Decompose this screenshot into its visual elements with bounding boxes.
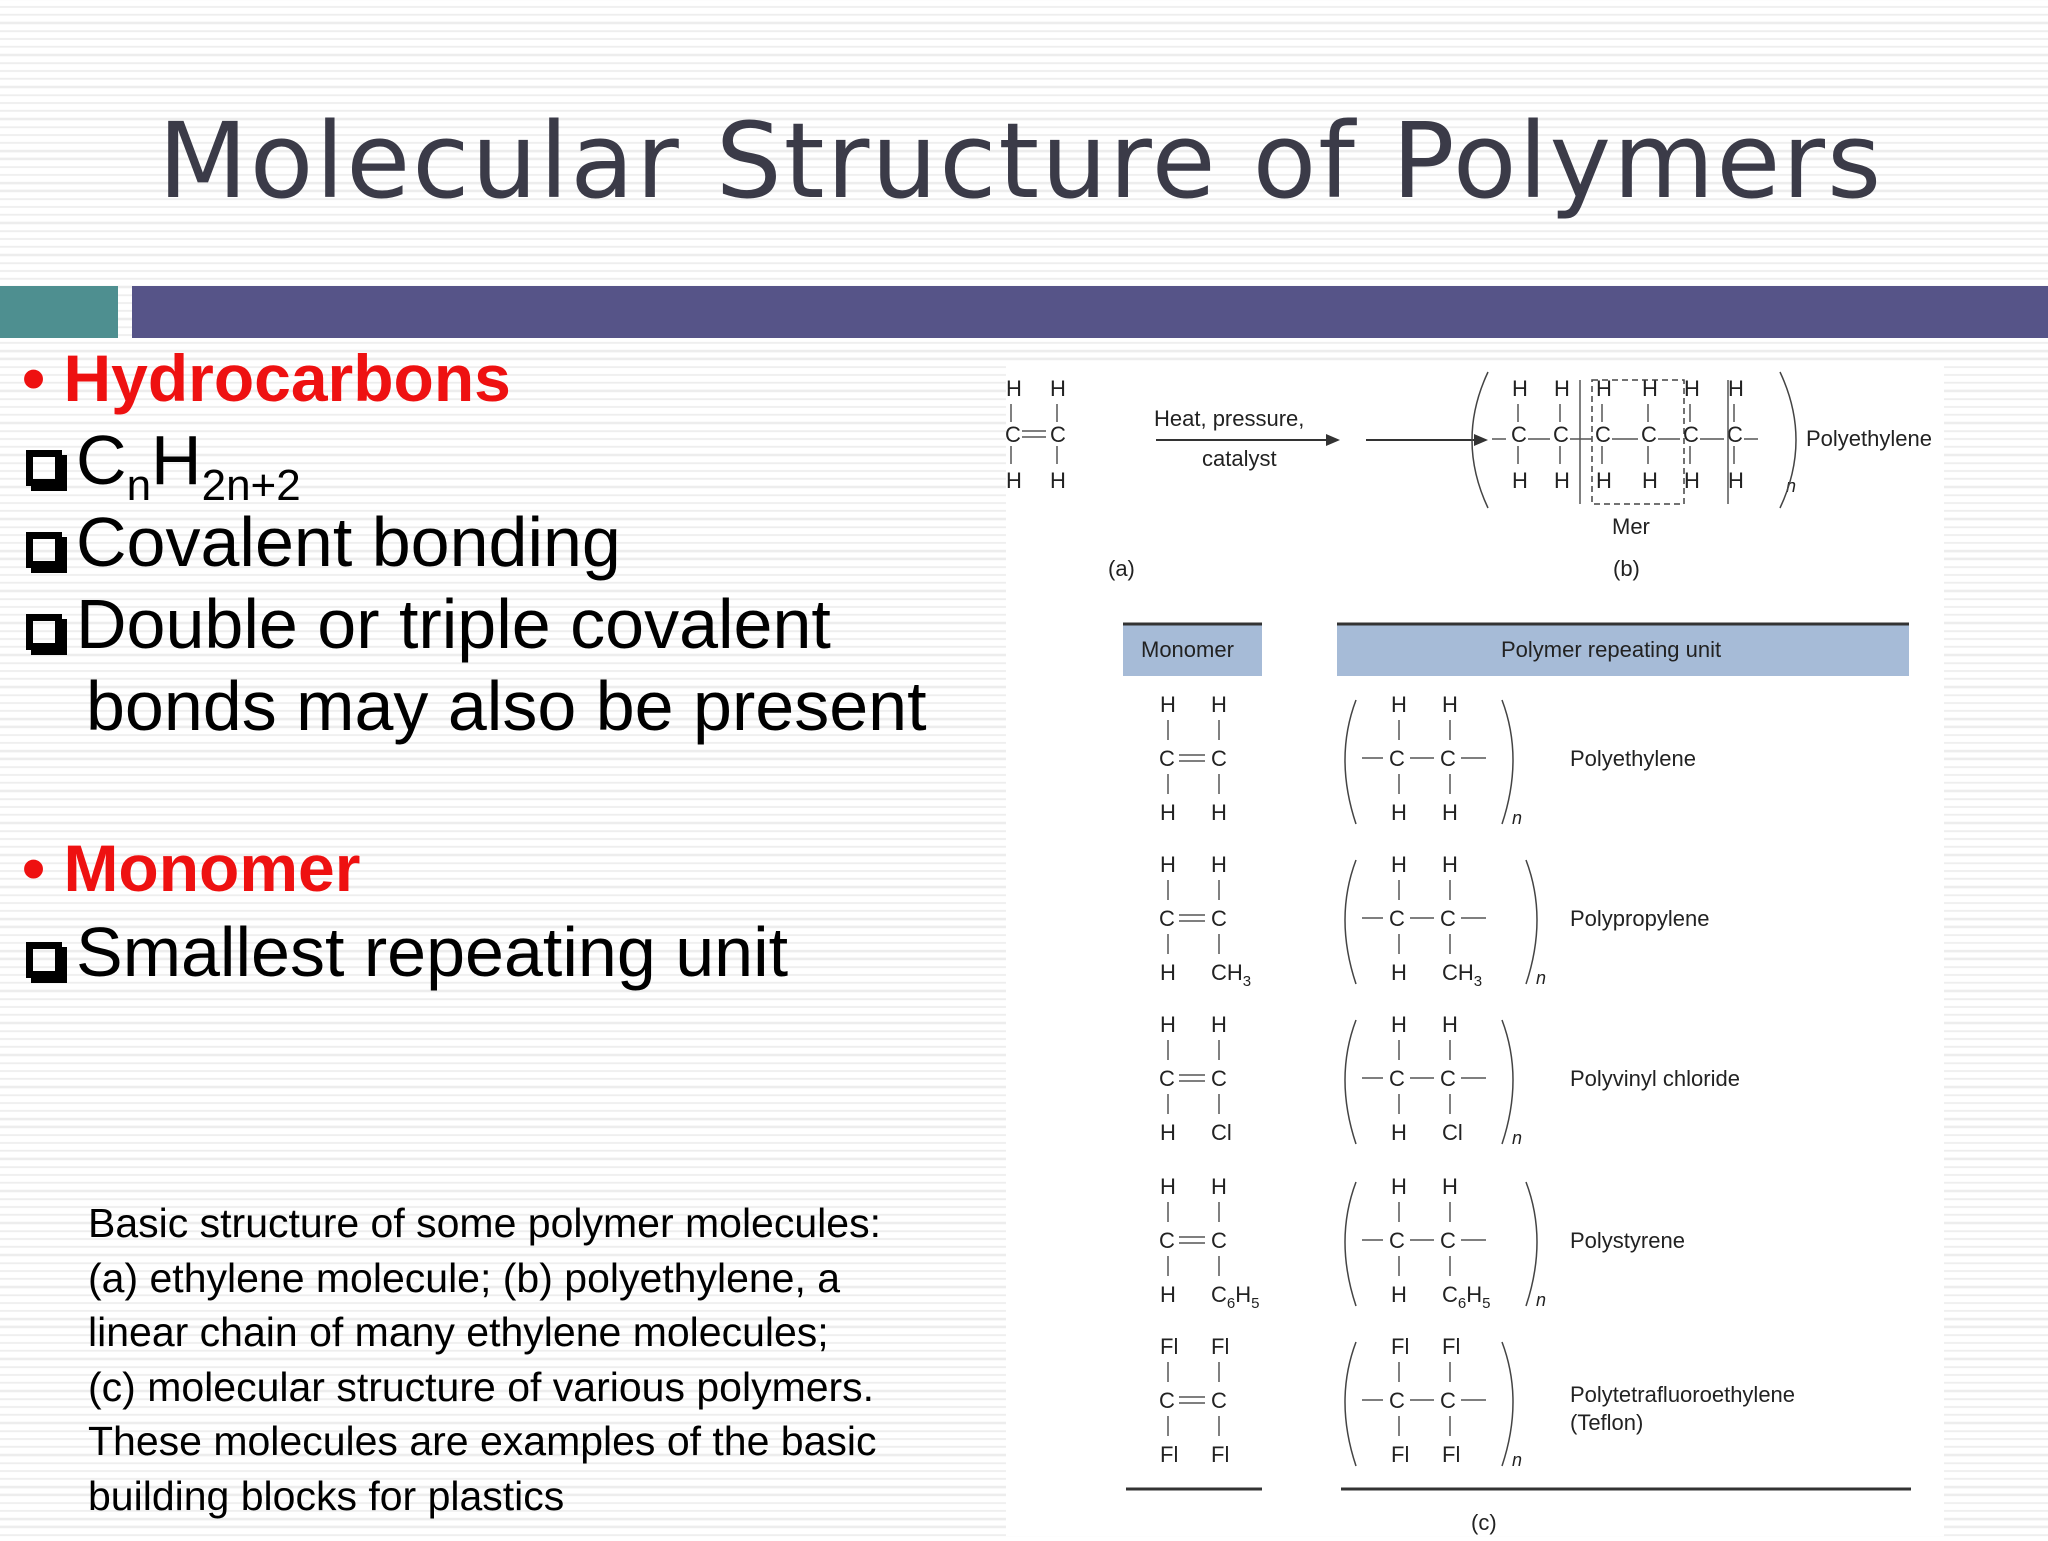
chain-h-top: H bbox=[1684, 376, 1700, 401]
polymer-atom: Fl bbox=[1391, 1334, 1410, 1359]
monomer-atom: H bbox=[1160, 800, 1176, 825]
polymer-atom: Fl bbox=[1442, 1442, 1461, 1467]
polymer-atom: H bbox=[1391, 1282, 1407, 1307]
monomer-carbon: C bbox=[1159, 1066, 1175, 1091]
polymer-name: Polyethylene bbox=[1570, 746, 1696, 771]
monomer-atom: H bbox=[1160, 852, 1176, 877]
polymer-row bbox=[1159, 852, 1709, 990]
subscript-n: n bbox=[1536, 968, 1547, 988]
monomer-atom: $C_6H_5$ bbox=[1211, 1282, 1260, 1312]
polymer-carbon: C bbox=[1389, 1388, 1405, 1413]
monomer-carbon: C bbox=[1211, 1388, 1227, 1413]
monomer-atom: Cl bbox=[1211, 1120, 1232, 1145]
monomer-carbon: C bbox=[1159, 1228, 1175, 1253]
chain-h-top: H bbox=[1554, 376, 1570, 401]
checkbox-bullet-icon bbox=[26, 942, 62, 978]
title-accent-bar bbox=[0, 286, 118, 338]
chain-h-bottom: H bbox=[1642, 468, 1658, 493]
polymer-structure-figure bbox=[1006, 366, 1944, 1536]
polymer-atom: H bbox=[1442, 1012, 1458, 1037]
polymer-name-alt: (Teflon) bbox=[1570, 1410, 1644, 1435]
chain-h-top: H bbox=[1512, 376, 1528, 401]
polymer-atom: H bbox=[1391, 960, 1407, 985]
monomer-carbon: C bbox=[1159, 746, 1175, 771]
product-polyethylene: Polyethylene bbox=[1806, 426, 1932, 451]
monomer-atom: H bbox=[1160, 692, 1176, 717]
svg-text:H: H bbox=[1006, 376, 1022, 401]
polymer-atom: Fl bbox=[1391, 1442, 1410, 1467]
subscript-n: n bbox=[1512, 808, 1523, 828]
monomer-carbon: C bbox=[1211, 746, 1227, 771]
polymer-header: Polymer repeating unit bbox=[1501, 637, 1722, 662]
polymer-row bbox=[1159, 1012, 1740, 1148]
polymer-name: Polyvinyl chloride bbox=[1570, 1066, 1740, 1091]
bullet-hydrocarbons: • Hydrocarbons bbox=[22, 341, 511, 415]
double-bond-item: Double or triple covalent bbox=[26, 584, 831, 664]
chain-h-bottom: H bbox=[1728, 468, 1744, 493]
chain-carbon: C bbox=[1641, 422, 1657, 447]
polymer-name: Polytetrafluoroethylene bbox=[1570, 1382, 1796, 1407]
polymer-atom: H bbox=[1442, 800, 1458, 825]
polymer-atom: H bbox=[1391, 692, 1407, 717]
mer-label: Mer bbox=[1612, 514, 1650, 539]
polymer-atom: $C_6H_5$ bbox=[1442, 1282, 1491, 1312]
checkbox-bullet-icon bbox=[26, 614, 62, 650]
chain-carbon: C bbox=[1727, 422, 1743, 447]
polymer-atom: H bbox=[1391, 800, 1407, 825]
polymer-carbon: C bbox=[1440, 746, 1456, 771]
monomer-atom: H bbox=[1211, 852, 1227, 877]
polymer-row bbox=[1159, 692, 1696, 828]
monomer-atom: Fl bbox=[1211, 1442, 1230, 1467]
polymer-atom: H bbox=[1442, 852, 1458, 877]
polymer-atom: H bbox=[1391, 852, 1407, 877]
chain-h-bottom: H bbox=[1554, 468, 1570, 493]
monomer-atom: Fl bbox=[1160, 1334, 1179, 1359]
monomer-atom: Fl bbox=[1160, 1442, 1179, 1467]
monomer-atom: $CH_3$ bbox=[1211, 960, 1252, 990]
monomer-carbon: C bbox=[1159, 906, 1175, 931]
polymer-atom: H bbox=[1391, 1012, 1407, 1037]
chain-h-top: H bbox=[1728, 376, 1744, 401]
polymer-atom: Cl bbox=[1442, 1120, 1463, 1145]
polymer-carbon: C bbox=[1440, 1388, 1456, 1413]
smallest-unit-item: Smallest repeating unit bbox=[26, 912, 788, 992]
label-b: (b) bbox=[1613, 556, 1640, 581]
formula-item: $C_nH_{2n+2}$ bbox=[26, 420, 301, 500]
polymer-row bbox=[1159, 1174, 1685, 1312]
monomer-atom: H bbox=[1160, 1282, 1176, 1307]
monomer-atom: H bbox=[1211, 692, 1227, 717]
polymer-carbon: C bbox=[1389, 1066, 1405, 1091]
svg-text:H: H bbox=[1050, 468, 1066, 493]
subscript-n: n bbox=[1512, 1128, 1523, 1148]
monomer-carbon: C bbox=[1211, 906, 1227, 931]
monomer-atom: H bbox=[1211, 1012, 1227, 1037]
polymer-name: Polystyrene bbox=[1570, 1228, 1685, 1253]
monomer-carbon: C bbox=[1211, 1228, 1227, 1253]
polymer-carbon: C bbox=[1440, 906, 1456, 931]
chain-carbon: C bbox=[1553, 422, 1569, 447]
monomer-atom: H bbox=[1160, 1120, 1176, 1145]
polymer-carbon: C bbox=[1389, 1228, 1405, 1253]
slide-title: Molecular Structure of Polymers bbox=[158, 100, 1884, 222]
figure-caption: Basic structure of some polymer molecules: (a) ethylene molecule; (b) polyethylene, a linear chain of many ethylene molecules; (c) molecular structure of various polymers. These molecules are examples of the basic building blocks for plastics bbox=[88, 1200, 881, 1519]
chain-carbon: C bbox=[1595, 422, 1611, 447]
chain-carbon: C bbox=[1511, 422, 1527, 447]
polymer-atom: Fl bbox=[1442, 1334, 1461, 1359]
chain-h-top: H bbox=[1642, 376, 1658, 401]
polymer-row bbox=[1159, 1334, 1795, 1470]
polymer-atom: H bbox=[1442, 692, 1458, 717]
subscript-n: n bbox=[1512, 1450, 1523, 1470]
polymer-atom: H bbox=[1391, 1174, 1407, 1199]
checkbox-bullet-icon bbox=[26, 532, 62, 568]
svg-text:n: n bbox=[1786, 476, 1797, 496]
svg-text:H: H bbox=[1006, 468, 1022, 493]
polymer-atom: $CH_3$ bbox=[1442, 960, 1483, 990]
chain-h-bottom: H bbox=[1596, 468, 1612, 493]
svg-text:C: C bbox=[1050, 422, 1066, 447]
monomer-atom: Fl bbox=[1211, 1334, 1230, 1359]
polymer-carbon: C bbox=[1440, 1066, 1456, 1091]
bullet-monomer: • Monomer bbox=[22, 831, 361, 905]
reaction-condition-1: Heat, pressure, bbox=[1154, 406, 1305, 431]
monomer-atom: H bbox=[1211, 800, 1227, 825]
monomer-header: Monomer bbox=[1141, 637, 1234, 662]
double-bond-item-continued: bonds may also be present bbox=[86, 667, 927, 745]
polymer-atom: H bbox=[1391, 1120, 1407, 1145]
monomer-carbon: C bbox=[1211, 1066, 1227, 1091]
chain-h-top: H bbox=[1596, 376, 1612, 401]
polymer-atom: H bbox=[1442, 1174, 1458, 1199]
polymer-carbon: C bbox=[1440, 1228, 1456, 1253]
chain-h-bottom: H bbox=[1684, 468, 1700, 493]
monomer-atom: H bbox=[1160, 1012, 1176, 1037]
monomer-atom: H bbox=[1160, 960, 1176, 985]
covalent-bonding-item: Covalent bonding bbox=[26, 502, 621, 582]
polymer-name: Polypropylene bbox=[1570, 906, 1710, 931]
polymer-carbon: C bbox=[1389, 746, 1405, 771]
chain-carbon: C bbox=[1683, 422, 1699, 447]
subscript-n: n bbox=[1536, 1290, 1547, 1310]
title-underline-bar bbox=[132, 286, 2048, 338]
label-c: (c) bbox=[1471, 1510, 1497, 1535]
chain-h-bottom: H bbox=[1512, 468, 1528, 493]
polymer-carbon: C bbox=[1389, 906, 1405, 931]
monomer-carbon: C bbox=[1159, 1388, 1175, 1413]
label-a: (a) bbox=[1108, 556, 1135, 581]
checkbox-bullet-icon bbox=[26, 450, 62, 486]
monomer-atom: H bbox=[1160, 1174, 1176, 1199]
svg-text:H: H bbox=[1050, 376, 1066, 401]
monomer-atom: H bbox=[1211, 1174, 1227, 1199]
svg-text:C: C bbox=[1006, 422, 1021, 447]
reaction-condition-2: catalyst bbox=[1202, 446, 1277, 471]
